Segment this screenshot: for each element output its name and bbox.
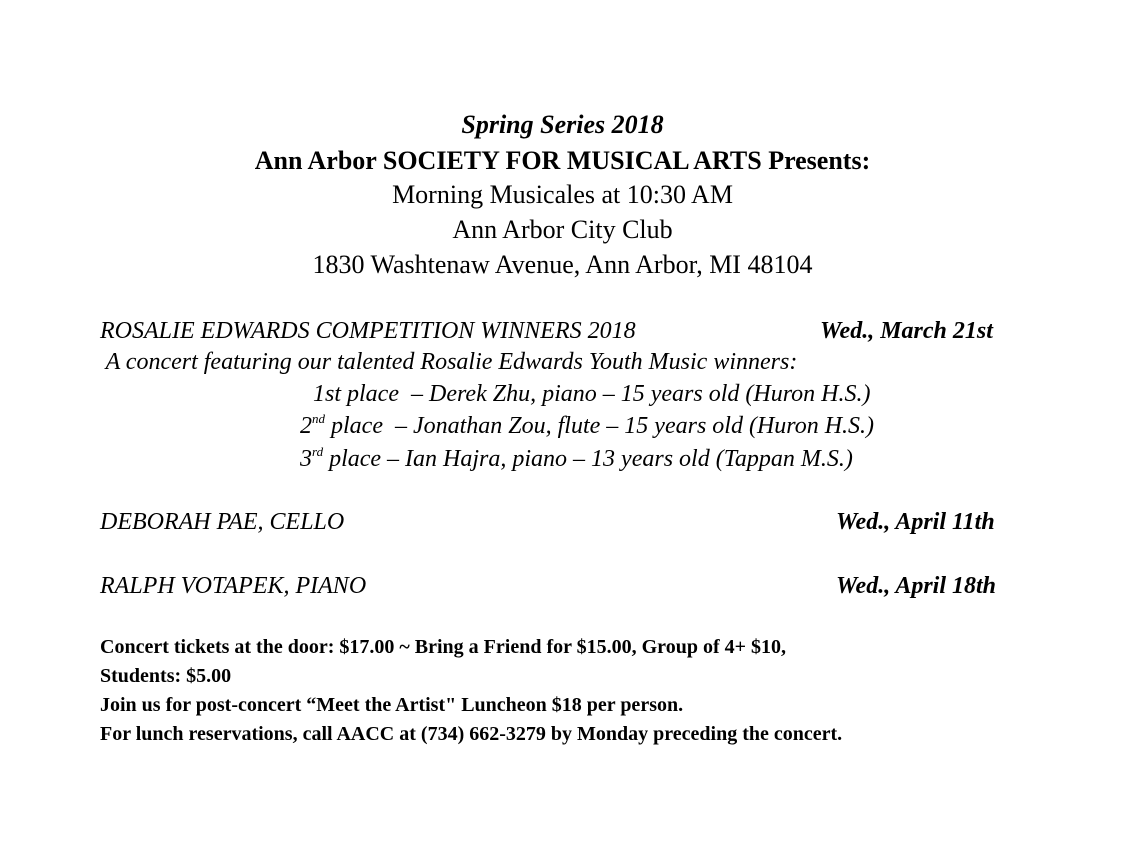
ordinal-suffix: st	[325, 381, 342, 407]
ordinal-suffix: rd	[312, 444, 324, 459]
concert-1-date: Wed., March 21st	[820, 318, 993, 344]
concert-1-title: ROSALIE EDWARDS COMPETITION WINNERS 2018	[100, 318, 636, 344]
address-line: 1830 Washtenaw Avenue, Ann Arbor, MI 48104	[312, 250, 813, 279]
concert-1-description: A concert featuring our talented Rosalie Edwards Youth Music winners:	[100, 349, 798, 375]
tickets-line-2: Students: $5.00	[100, 665, 232, 687]
winner-second: 2nd place – Jonathan Zou, flute – 15 years old (Huron H.S.)	[300, 411, 875, 439]
venue-line: Ann Arbor City Club	[452, 215, 673, 244]
concert-2-title: DEBORAH PAE, CELLO	[100, 509, 345, 535]
concert-2-date: Wed., April 11th	[836, 509, 995, 535]
ordinal-suffix: nd	[312, 411, 325, 426]
presenter-line: Ann Arbor SOCIETY FOR MUSICAL ARTS Presents:	[254, 146, 871, 175]
reservations-line: For lunch reservations, call AACC at (734) 662-3279 by Monday preceding the concert.	[100, 723, 843, 745]
tickets-line-1: Concert tickets at the door: $17.00 ~ Bring a Friend for $15.00, Group of 4+ $10,	[100, 636, 786, 658]
series-title: Spring Series 2018	[461, 110, 664, 139]
winner-third: 3rd place – Ian Hajra, piano – 13 years old (Tappan M.S.)	[300, 444, 853, 472]
concert-3-date: Wed., April 18th	[836, 573, 997, 599]
luncheon-line: Join us for post-concert “Meet the Artist" Luncheon $18 per person.	[100, 694, 684, 716]
concert-3-title: RALPH VOTAPEK, PIANO	[100, 573, 367, 599]
winner-first: 1st place – Derek Zhu, piano – 15 years old (Huron H.S.)	[313, 381, 871, 407]
time-line: Morning Musicales at 10:30 AM	[392, 180, 733, 209]
